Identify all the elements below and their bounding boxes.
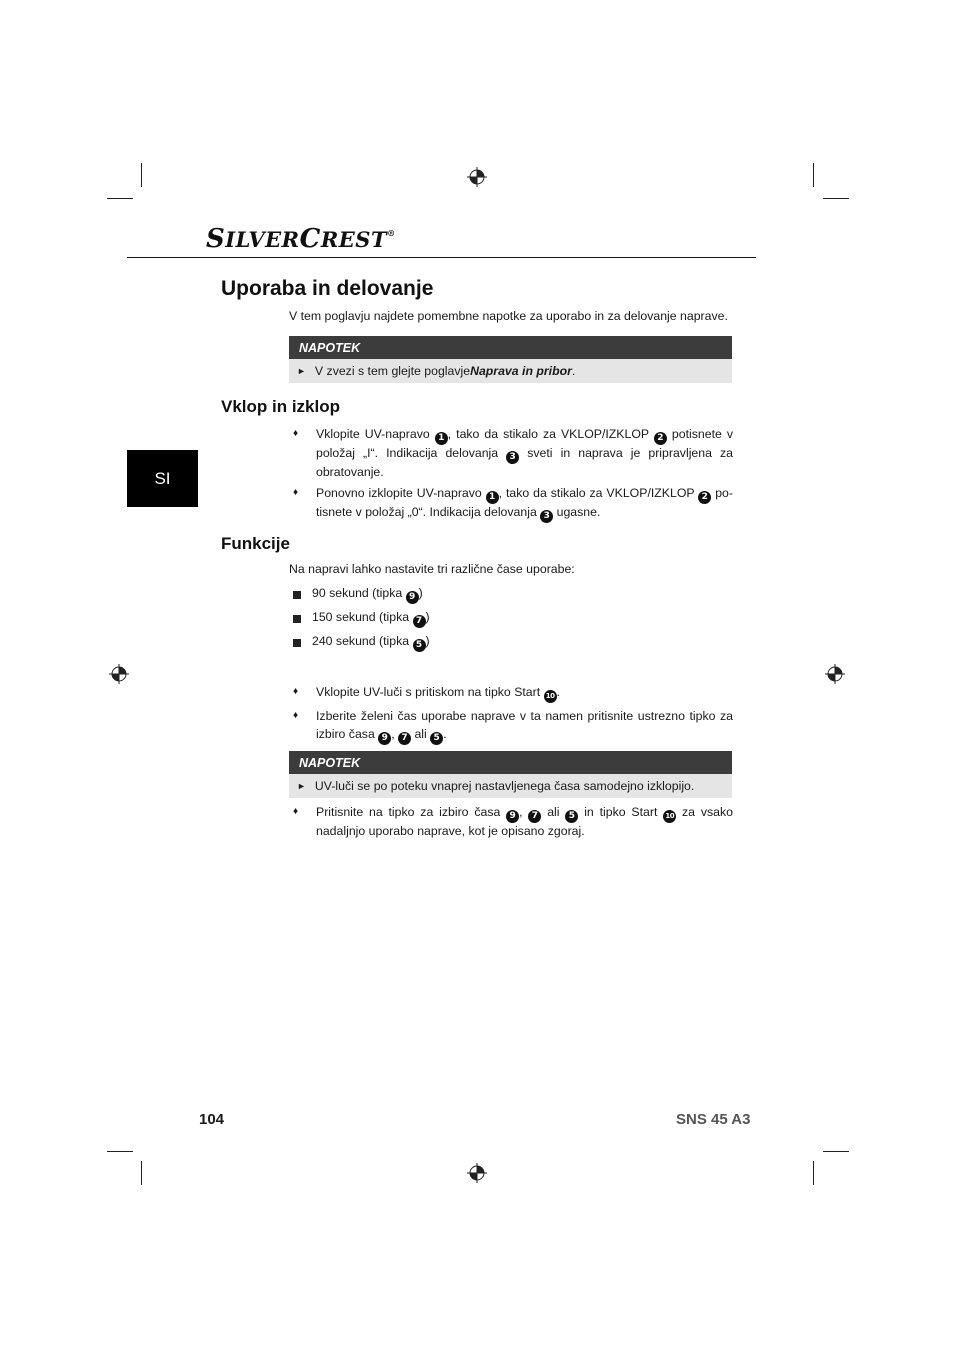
instruction-item: Pritisnite na tipko za izbiro časa 9 , 7 ali 5 in tipko Start 10 za vsako nadaljnjo uporabo naprave, kot je opisano zgoraj. xyxy=(316,805,733,838)
header-rule xyxy=(127,257,756,258)
instruction-item: Vklopite UV-luči s pritiskom na tipko Start 10 . xyxy=(316,684,733,703)
note-heading: NAPOTEK xyxy=(289,336,732,359)
instruction-item: Ponovno izklopite UV-napravo 1 , tako da stikalo za VKLOP/IZKLOP 2 po-tisnete v položaj „0“. Indikacija delovanja 3 ugasne. xyxy=(316,486,733,521)
list-item: 90 sekund (tipka 9 ) xyxy=(312,586,423,602)
list-item: 240 sekund (tipka 5 ) xyxy=(312,634,430,650)
registration-mark-icon xyxy=(467,167,487,187)
crop-mark xyxy=(823,198,849,199)
crop-mark xyxy=(107,198,133,199)
section-heading-functions: Funkcije xyxy=(221,534,290,553)
section-heading-on-off: Vklop in izklop xyxy=(221,397,341,416)
arrow-icon: ► xyxy=(297,366,306,376)
functions-intro: Na napravi lahko nastavite tri različne čase uporabe: xyxy=(289,562,575,576)
list-item: 150 sekund (tipka 7 ) xyxy=(312,610,430,626)
instruction-item: Izberite želeni čas uporabe naprave v ta namen pritisnite ustrezno tipko za izbiro časa 9 , 7 ali 5 . xyxy=(316,709,733,743)
diamond-bullet-icon: ♦ xyxy=(293,428,299,439)
diamond-bullet-icon: ♦ xyxy=(293,710,299,721)
crop-mark xyxy=(813,163,814,187)
model-number: SNS 45 A3 xyxy=(676,1111,751,1128)
intro-text: V tem poglavju najdete pomembne napotke za uporabo in za delovanje naprave. xyxy=(289,309,728,323)
instruction-item: Vklopite UV-napravo 1 , tako da stikalo za VKLOP/IZKLOP 2 potisnete v položaj „I“. Indikacija delovanja 3 sveti in naprava je pripravljena za obratovanje. xyxy=(316,427,734,479)
note-body: ► UV-luči se po poteku vnaprej nastavljenega časa samodejno izklopijo. xyxy=(289,774,732,798)
note-body: ► V zvezi s tem glejte poglavje Naprava in pribor . xyxy=(289,359,732,383)
registration-mark-icon xyxy=(109,664,129,684)
arrow-icon: ► xyxy=(297,781,306,791)
diamond-bullet-icon: ♦ xyxy=(293,686,299,697)
square-bullet-icon xyxy=(293,591,301,599)
diamond-bullet-icon: ♦ xyxy=(293,806,299,817)
crop-mark xyxy=(107,1151,133,1152)
page-title: Uporaba in delovanje xyxy=(221,277,434,300)
crop-mark xyxy=(141,1161,142,1185)
crop-mark xyxy=(813,1161,814,1185)
crop-mark xyxy=(141,163,142,187)
square-bullet-icon xyxy=(293,615,301,623)
registration-mark-icon xyxy=(825,664,845,684)
page-number: 104 xyxy=(199,1111,225,1128)
brand-logo: SILVERCREST® xyxy=(206,224,396,254)
crop-mark xyxy=(823,1151,849,1152)
note-heading: NAPOTEK xyxy=(289,751,732,774)
language-tab: SI xyxy=(127,450,198,507)
square-bullet-icon xyxy=(293,639,301,647)
registration-mark-icon xyxy=(467,1163,487,1183)
diamond-bullet-icon: ♦ xyxy=(293,487,299,498)
